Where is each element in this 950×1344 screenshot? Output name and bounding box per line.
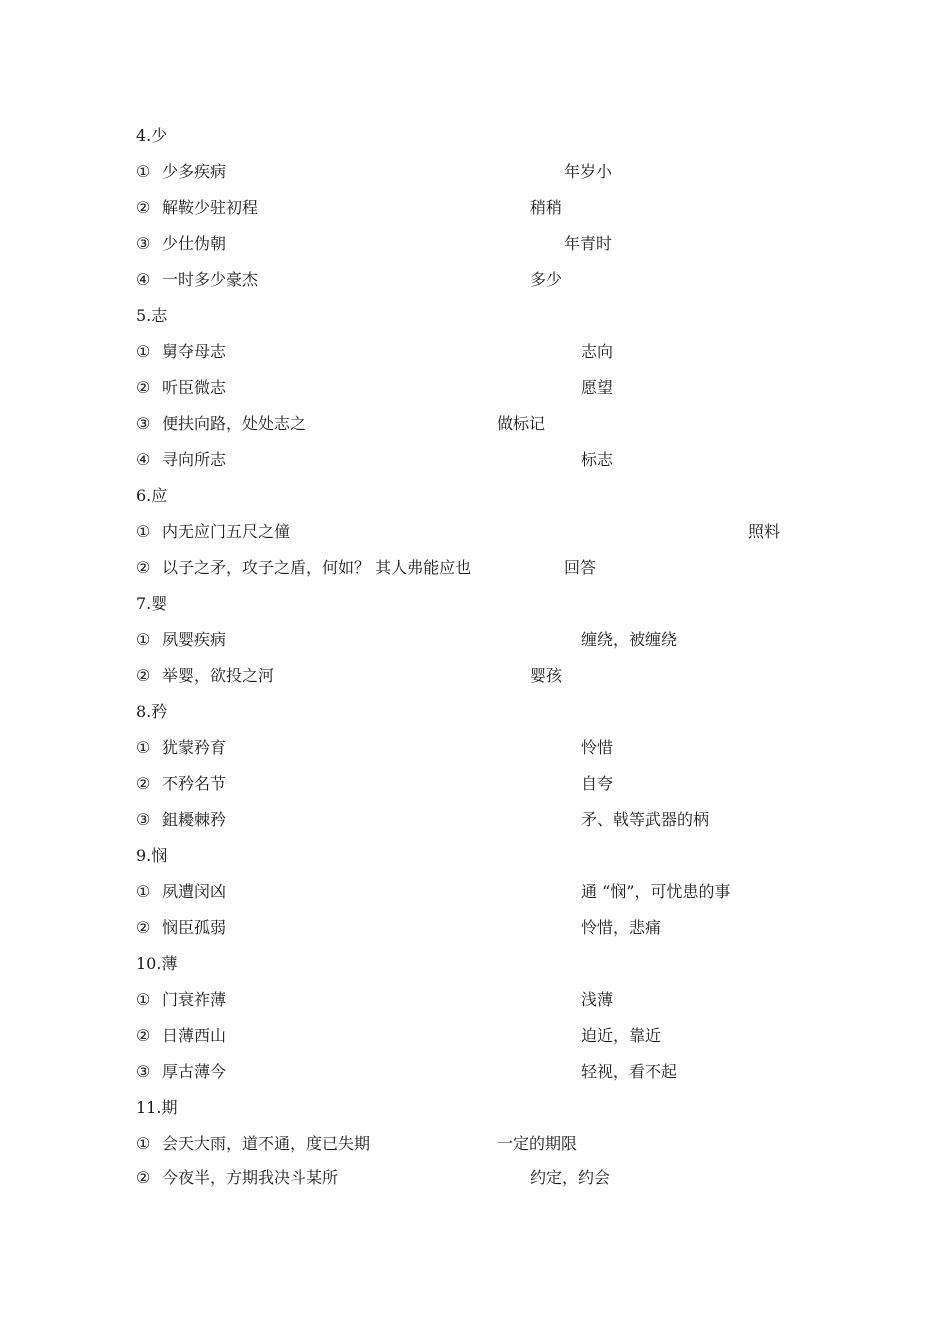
entry-number: ② (136, 666, 151, 685)
entry-9-2 (136, 916, 662, 940)
entry-number: ③ (136, 414, 151, 433)
entry-meaning: 迫近，靠近 (581, 1026, 662, 1045)
entry-number: ① (136, 342, 151, 361)
entry-meaning: 婴孩 (530, 666, 563, 685)
section-heading-6: 6.应 (136, 486, 168, 505)
entry-10-1 (136, 988, 614, 1012)
entry-example: 少仕伪朝 (162, 234, 227, 253)
entry-meaning: 约定，约会 (530, 1168, 611, 1187)
entry-number: ② (136, 774, 151, 793)
section-heading-10: 10.薄 (136, 954, 178, 973)
entry-example: 舅夺母志 (162, 342, 227, 361)
entry-meaning: 年岁小 (564, 162, 613, 181)
entry-number: ④ (136, 450, 151, 469)
entry-example: 一时多少豪杰 (162, 270, 259, 289)
entry-6-1 (136, 520, 781, 544)
entry-number: ① (136, 1134, 151, 1153)
entry-5-4 (136, 448, 614, 472)
entry-example: 会天大雨，道不通，度已失期 (162, 1134, 371, 1153)
entry-number: ② (136, 918, 151, 937)
section-heading-4: 4.少 (136, 126, 168, 145)
entry-meaning: 做标记 (497, 414, 546, 433)
entry-number: ② (136, 558, 151, 577)
entry-number: ① (136, 522, 151, 541)
entry-number: ② (136, 1168, 151, 1187)
entry-number: ② (136, 378, 151, 397)
entry-example: 听臣微志 (162, 378, 227, 397)
section-heading-5: 5.志 (136, 306, 168, 325)
entry-example: 解鞍少驻初程 (162, 198, 259, 217)
entry-4-1 (136, 160, 613, 184)
entry-number: ② (136, 198, 151, 217)
entry-11-1 (136, 1132, 578, 1156)
entry-meaning: 缠绕，被缠绕 (581, 630, 678, 649)
entry-meaning: 浅薄 (581, 990, 614, 1009)
entry-10-2 (136, 1024, 662, 1048)
entry-9-1 (136, 880, 731, 904)
entry-meaning: 年青时 (564, 234, 613, 253)
entry-meaning: 标志 (581, 450, 614, 469)
entry-meaning: 志向 (581, 342, 614, 361)
entry-7-1 (136, 628, 678, 652)
entry-example: 日薄西山 (162, 1026, 227, 1045)
entry-meaning: 多少 (530, 270, 563, 289)
entry-meaning: 稍稍 (530, 198, 563, 217)
entry-number: ③ (136, 234, 151, 253)
entry-example: 鉏耰棘矜 (162, 810, 227, 829)
entry-7-2 (136, 664, 563, 688)
entry-number: ③ (136, 810, 151, 829)
entry-meaning: 一定的期限 (497, 1134, 578, 1153)
entry-example: 举婴，欲投之河 (162, 666, 275, 685)
entry-example: 今夜半，方期我决斗某所 (162, 1168, 339, 1187)
entry-number: ④ (136, 270, 151, 289)
entry-example: 厚古薄今 (162, 1062, 227, 1081)
section-heading-8: 8.矜 (136, 702, 168, 721)
entry-example: 悯臣孤弱 (162, 918, 227, 937)
entry-example: 不矜名节 (162, 774, 227, 793)
entry-number: ① (136, 630, 151, 649)
entry-number: ① (136, 162, 151, 181)
entry-4-3 (136, 232, 613, 256)
entry-4-4 (136, 268, 563, 292)
entry-example: 少多疾病 (162, 162, 227, 181)
entry-meaning: 回答 (564, 558, 597, 577)
entry-4-2 (136, 196, 563, 220)
entry-5-1 (136, 340, 614, 364)
entry-example: 夙婴疾病 (162, 630, 227, 649)
entry-meaning: 自夸 (581, 774, 614, 793)
entry-meaning: 通 “悯”，可忧患的事 (581, 882, 731, 901)
entry-10-3 (136, 1060, 678, 1084)
entry-8-2 (136, 772, 614, 796)
entry-6-2 (136, 556, 597, 580)
section-heading-7: 7.婴 (136, 594, 168, 613)
entry-8-1 (136, 736, 614, 760)
entry-8-3 (136, 808, 710, 832)
entry-meaning: 怜惜 (581, 738, 614, 757)
entry-meaning: 照料 (748, 522, 781, 541)
entry-example: 夙遭闵凶 (162, 882, 227, 901)
entry-example: 犹蒙矜育 (162, 738, 227, 757)
entry-meaning: 轻视，看不起 (581, 1062, 678, 1081)
entry-number: ② (136, 1026, 151, 1045)
entry-number: ① (136, 738, 151, 757)
entry-example: 内无应门五尺之僮 (162, 522, 291, 541)
entry-11-2 (136, 1166, 611, 1190)
entry-number: ① (136, 882, 151, 901)
entry-meaning: 矛、戟等武器的柄 (581, 810, 710, 829)
entry-5-3 (136, 412, 546, 436)
section-heading-11: 11.期 (136, 1098, 178, 1117)
entry-meaning: 怜惜，悲痛 (581, 918, 662, 937)
section-heading-9: 9.悯 (136, 846, 168, 865)
entry-number: ③ (136, 1062, 151, 1081)
entry-number: ① (136, 990, 151, 1009)
entry-example: 寻向所志 (162, 450, 227, 469)
entry-meaning: 愿望 (581, 378, 614, 397)
entry-example: 以子之矛，攻子之盾，何如？ 其人弗能应也 (162, 558, 472, 577)
entry-example: 便扶向路，处处志之 (162, 414, 307, 433)
entry-example: 门衰祚薄 (162, 990, 227, 1009)
entry-5-2 (136, 376, 614, 400)
